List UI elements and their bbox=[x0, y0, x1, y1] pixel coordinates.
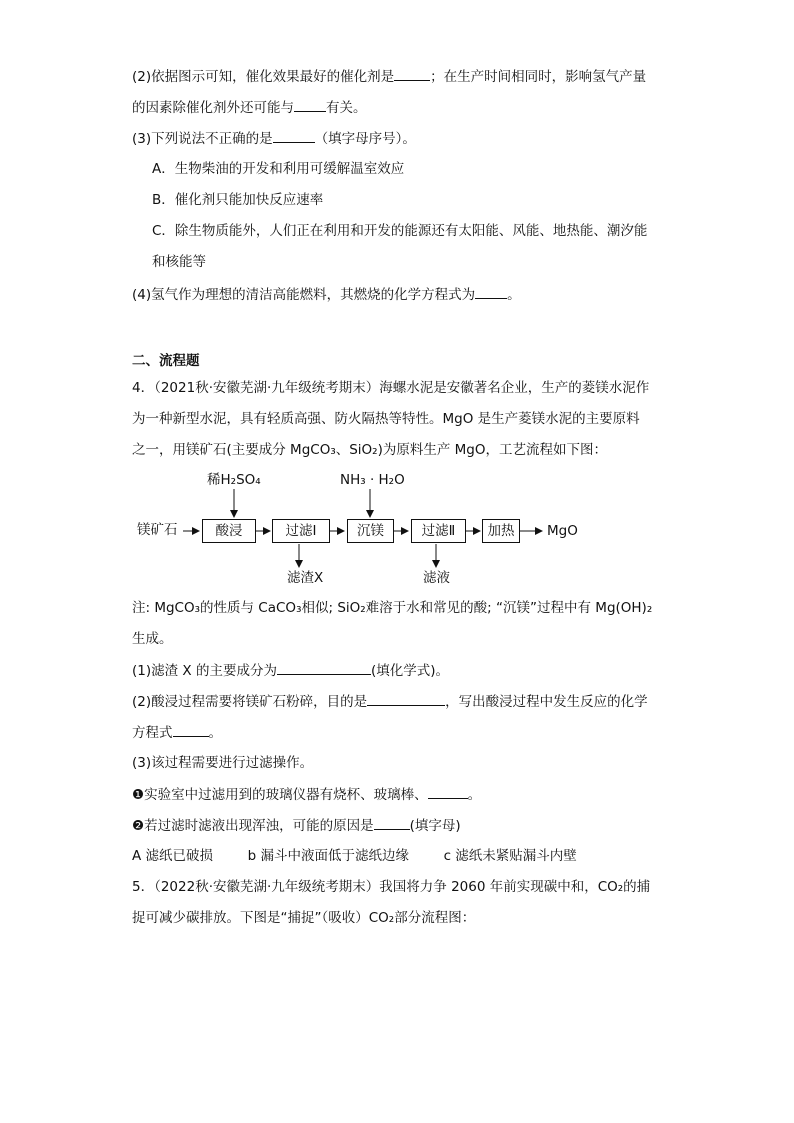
text: 有关。 bbox=[326, 100, 367, 116]
text: ；在生产时间相同时，影响氢气产量 bbox=[430, 69, 647, 85]
text: (填化学式)。 bbox=[370, 663, 450, 679]
flow-step-filter-2: 过滤Ⅱ bbox=[411, 519, 466, 543]
text: 。 bbox=[507, 287, 521, 303]
q5-line2: 捉可减少碳排放。下图是“捕捉”（吸收）CO₂部分流程图： bbox=[132, 910, 476, 926]
flow-step-precipitate-mg: 沉镁 bbox=[347, 519, 394, 543]
text: (3)下列说法不正确的是 bbox=[132, 131, 273, 147]
text: 。 bbox=[208, 725, 222, 741]
flow-residue-label: 滤渣X bbox=[287, 570, 324, 586]
text: (4)氢气作为理想的清洁高能燃料，其燃烧的化学方程式为 bbox=[132, 287, 476, 303]
text: ，写出酸浸过程中发生反应的化学 bbox=[445, 694, 648, 710]
text: (2)依据图示可知，催化效果最好的催化剂是 bbox=[132, 69, 395, 85]
flow-input-label: 镁矿石 bbox=[137, 522, 178, 538]
q3-option-c-line1: C．除生物质能外，人们正在利用和开发的能源还有太阳能、风能、地热能、潮汐能 bbox=[152, 223, 648, 239]
q4-sub3-item1 bbox=[132, 784, 481, 805]
answer-blank[interactable] bbox=[277, 660, 371, 675]
answer-blank[interactable] bbox=[428, 784, 468, 799]
text: ❶实验室中过滤用到的玻璃仪器有烧杯、玻璃棒、 bbox=[132, 787, 428, 803]
q5-line1: 5．（2022秋·安徽芜湖·九年级统考期末）我国将力争 2060 年前实现碳中和，CO₂的捕 bbox=[132, 879, 651, 895]
q4-note-line2: 生成。 bbox=[132, 631, 173, 647]
section-title: 二、流程题 bbox=[132, 353, 200, 369]
q4-sub1 bbox=[132, 660, 449, 681]
flow-step-filter-1: 过滤Ⅰ bbox=[272, 519, 330, 543]
text: 的因素除催化剂外还可能与 bbox=[132, 100, 294, 116]
flow-reagent-2: NH₃ · H₂O bbox=[340, 472, 405, 488]
q4-sub3: (3)该过程需要进行过滤操作。 bbox=[132, 755, 314, 771]
q4-sub2-line2 bbox=[132, 722, 222, 743]
text: (1)滤渣 X 的主要成分为 bbox=[132, 663, 277, 679]
q4-options-row bbox=[132, 846, 577, 866]
q4-option-c: c 滤纸未紧贴漏斗内壁 bbox=[443, 848, 577, 864]
q4-line2: 为一种新型水泥，具有轻质高强、防火隔热等特性。MgO 是生产菱镁水泥的主要原料 bbox=[132, 411, 640, 427]
q4-line3: 之一，用镁矿石(主要成分 MgCO₃、SiO₂)为原料生产 MgO，工艺流程如下图： bbox=[132, 442, 607, 458]
answer-blank[interactable] bbox=[374, 815, 410, 830]
text: 。 bbox=[467, 787, 482, 803]
text: 方程式 bbox=[132, 725, 173, 741]
q4-line1: 4．（2021秋·安徽芜湖·九年级统考期末）海螺水泥是安徽著名企业，生产的菱镁水泥作 bbox=[132, 380, 650, 396]
text: ❷若过滤时滤液出现浑浊，可能的原因是 bbox=[132, 818, 374, 834]
q4-sub2-line1 bbox=[132, 691, 648, 712]
flow-step-heat: 加热 bbox=[482, 519, 520, 543]
flow-output-label: MgO bbox=[547, 523, 578, 539]
flow-step-acid-leach: 酸浸 bbox=[202, 519, 256, 543]
flow-reagent-1: 稀H₂SO₄ bbox=[207, 472, 261, 488]
q4-option-a: A 滤纸已破损 bbox=[132, 848, 214, 864]
q4-sub3-item2 bbox=[132, 815, 461, 836]
text: （填字母序号）。 bbox=[314, 131, 416, 147]
q3-option-a: A．生物柴油的开发和利用可缓解温室效应 bbox=[152, 161, 405, 177]
answer-blank[interactable] bbox=[173, 722, 209, 737]
q3-option-c-line2: 和核能等 bbox=[152, 254, 206, 270]
q4-option-b: b 漏斗中液面低于滤纸边缘 bbox=[247, 848, 409, 864]
answer-blank[interactable] bbox=[367, 691, 445, 706]
q3-option-b: B．催化剂只能加快反应速率 bbox=[152, 192, 324, 208]
text: (2)酸浸过程需要将镁矿石粉碎，目的是 bbox=[132, 694, 368, 710]
text: (填字母) bbox=[409, 818, 461, 834]
flow-filtrate-label: 滤液 bbox=[423, 570, 450, 586]
q4-note-line1: 注: MgCO₃的性质与 CaCO₃相似; SiO₂难溶于水和常见的酸; “沉镁”过程中有 Mg(OH)₂ bbox=[132, 600, 653, 616]
